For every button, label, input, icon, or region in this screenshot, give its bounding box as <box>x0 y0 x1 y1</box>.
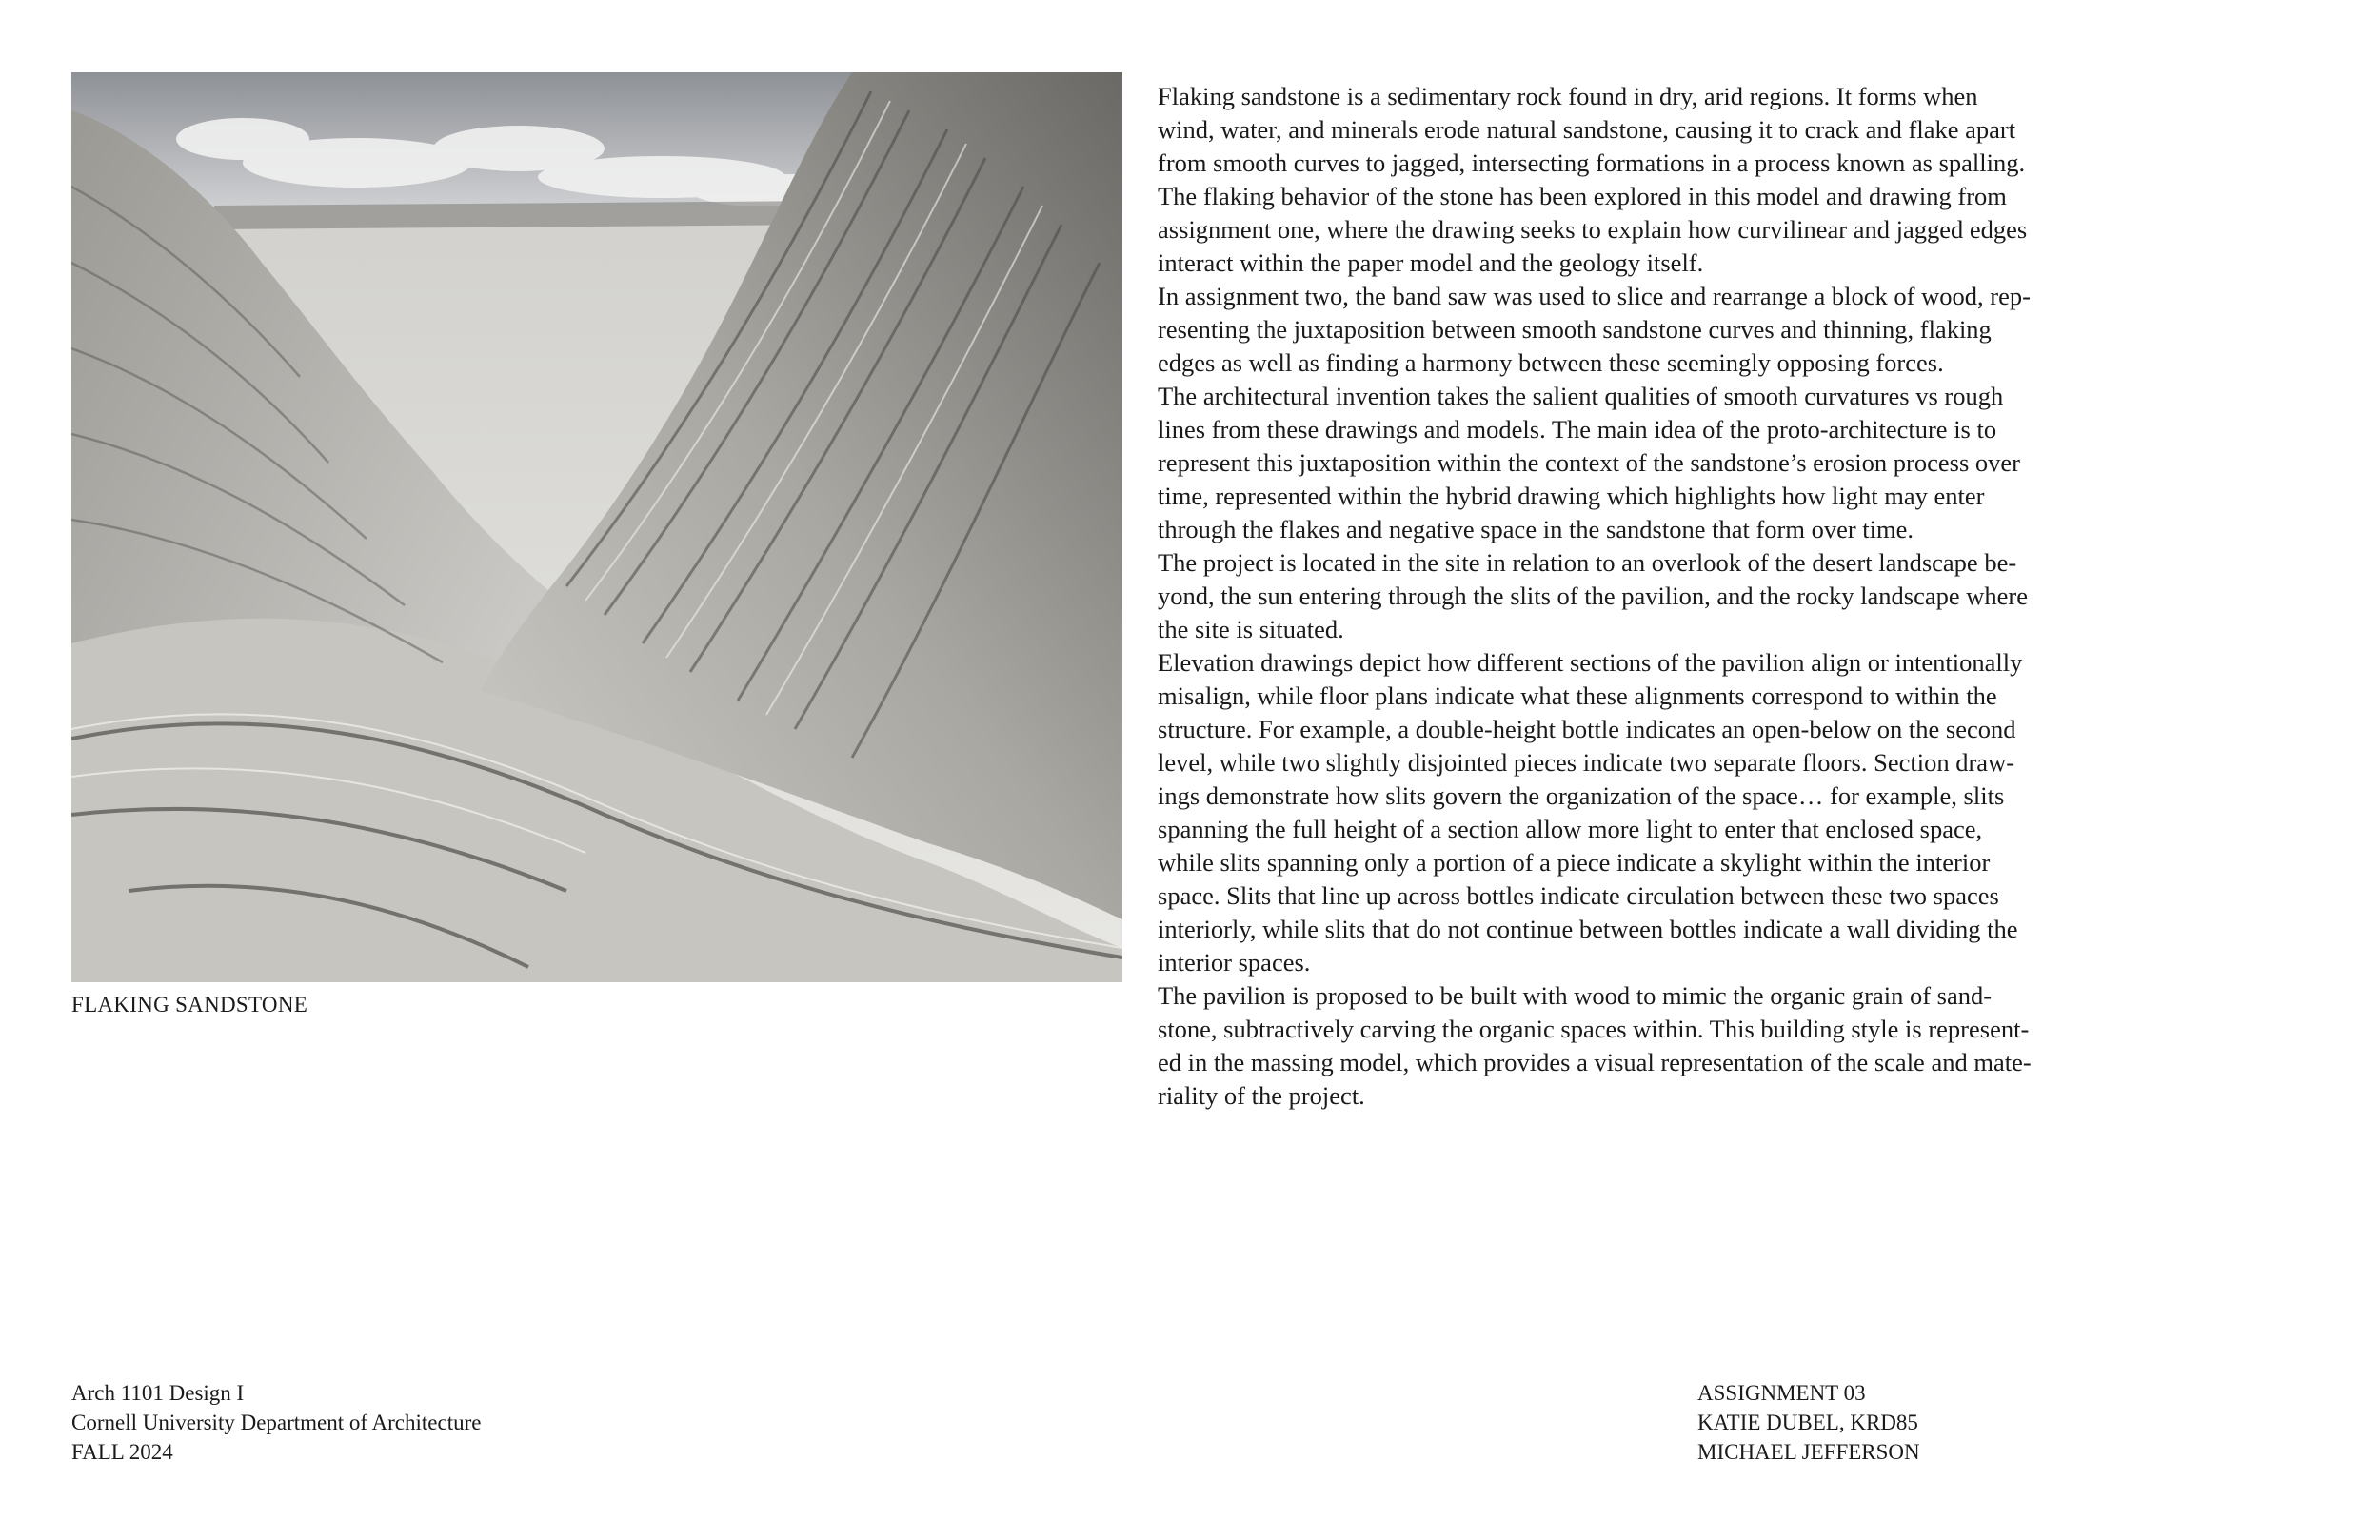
assignment-number: ASSIGNMENT 03 <box>1697 1381 1866 1405</box>
figure-caption: FLAKING SANDSTONE <box>71 993 308 1017</box>
body-line: The flaking behavior of the stone has been explored in this model and drawing from <box>1158 182 2007 210</box>
sandstone-photo-graphic <box>71 72 1122 982</box>
body-line: spanning the full height of a section allow more light to enter that enclosed space, <box>1158 815 1983 843</box>
body-line: time, represented within the hybrid drawing which highlights how light may enter <box>1158 482 1985 510</box>
body-line: interact within the paper model and the geology itself. <box>1158 248 1704 277</box>
body-line: The architectural invention takes the salient qualities of smooth curvatures vs rough <box>1158 382 2004 410</box>
body-line: interior spaces. <box>1158 948 1311 977</box>
body-line: from smooth curves to jagged, intersecting formations in a process known as spalling. <box>1158 148 2026 177</box>
body-line: while slits spanning only a portion of a piece indicate a skylight within the interior <box>1158 848 1991 877</box>
body-line: The pavilion is proposed to be built with wood to mimic the organic grain of sand- <box>1158 981 1993 1010</box>
body-line: through the flakes and negative space in the sandstone that form over time. <box>1158 515 1914 543</box>
body-line: level, while two slightly disjointed pieces indicate two separate floors. Section draw- <box>1158 748 2015 777</box>
department-name: Cornell University Department of Architecture <box>71 1411 482 1434</box>
body-text <box>1158 80 2119 1113</box>
body-line: interiorly, while slits that do not continue between bottles indicate a wall dividing the <box>1158 915 2018 943</box>
instructor-name: MICHAEL JEFFERSON <box>1697 1440 1920 1464</box>
student-name: KATIE DUBEL, KRD85 <box>1697 1411 1918 1434</box>
body-line: ings demonstrate how slits govern the organization of the space… for example, slits <box>1158 781 2005 810</box>
body-line: ed in the massing model, which provides a visual representation of the scale and mate- <box>1158 1048 2032 1076</box>
body-line: edges as well as finding a harmony between these seemingly opposing forces. <box>1158 348 1944 377</box>
body-line: lines from these drawings and models. The main idea of the proto-architecture is to <box>1158 415 1997 444</box>
course-info <box>71 1378 481 1467</box>
term: FALL 2024 <box>71 1440 173 1464</box>
body-line: The project is located in the site in relation to an overlook of the desert landscape be- <box>1158 548 2017 577</box>
body-line: Elevation drawings depict how different sections of the pavilion align or intentionally <box>1158 648 2023 677</box>
body-line: wind, water, and minerals erode natural sandstone, causing it to crack and flake apart <box>1158 115 2016 144</box>
sandstone-photo <box>71 72 1122 982</box>
assignment-info <box>1697 1378 1920 1467</box>
body-line: the site is situated. <box>1158 615 1344 643</box>
body-line: resenting the juxtaposition between smooth sandstone curves and thinning, flaking <box>1158 315 1992 344</box>
body-line: misalign, while floor plans indicate what these alignments correspond to within the <box>1158 681 1997 710</box>
body-line: structure. For example, a double-height bottle indicates an open-below on the second <box>1158 715 2016 743</box>
body-line: Flaking sandstone is a sedimentary rock found in dry, arid regions. It forms when <box>1158 82 1978 110</box>
body-line: riality of the project. <box>1158 1081 1365 1110</box>
body-line: In assignment two, the band saw was used to slice and rearrange a block of wood, rep- <box>1158 282 2031 310</box>
body-line: stone, subtractively carving the organic spaces within. This building style is represent- <box>1158 1015 2030 1043</box>
body-line: assignment one, where the drawing seeks to explain how curvilinear and jagged edges <box>1158 215 2028 244</box>
body-line: space. Slits that line up across bottles indicate circulation between these two spaces <box>1158 881 1999 910</box>
body-line: represent this juxtaposition within the context of the sandstone’s erosion process over <box>1158 448 2020 477</box>
body-line: yond, the sun entering through the slits of the pavilion, and the rocky landscape where <box>1158 582 2029 610</box>
course-name: Arch 1101 Design I <box>71 1381 245 1405</box>
